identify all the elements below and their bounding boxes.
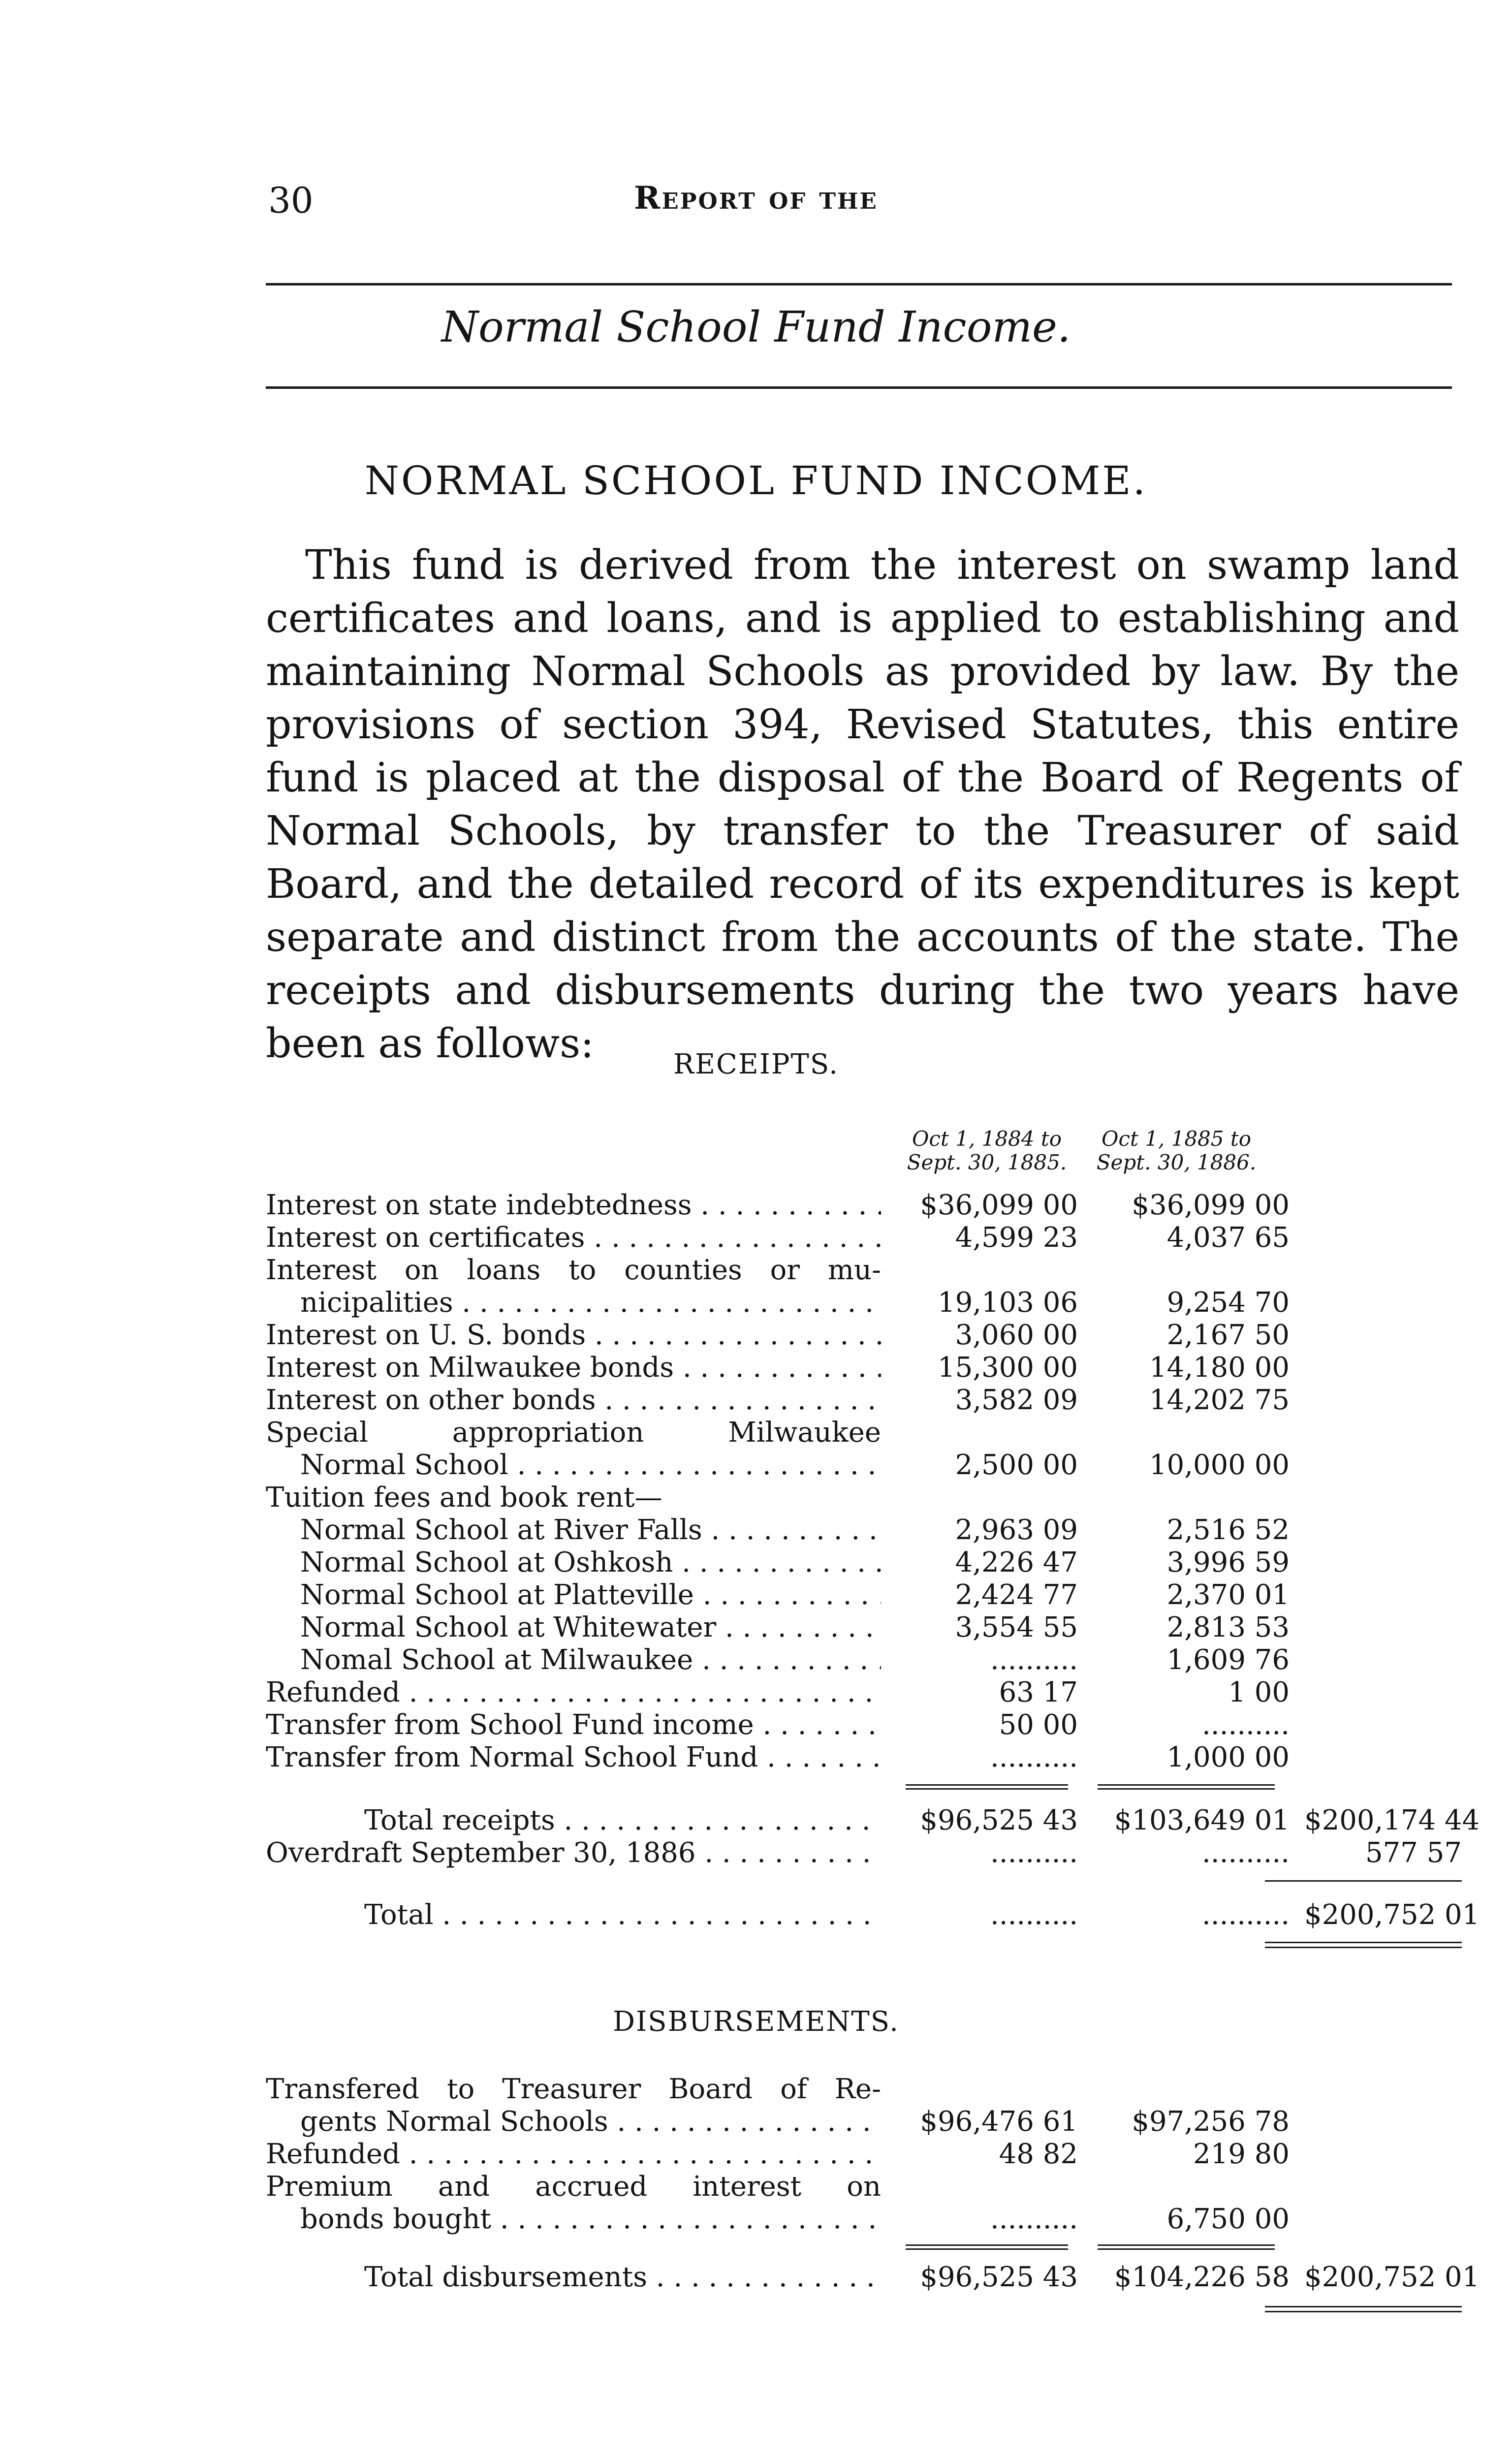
double-rule xyxy=(1265,1947,1462,1948)
disbursements-heading: DISBURSEMENTS. xyxy=(613,2006,899,2038)
value-1884-85: .......... xyxy=(990,1837,1078,1869)
row-label: bonds bought . . . xyxy=(300,2203,881,2236)
table-row xyxy=(266,1417,1467,1449)
value-1885-86: $103,649 01 xyxy=(1114,1804,1290,1836)
value-1885-86: 1,609 76 xyxy=(1166,1644,1290,1676)
value-1884-85: 3,060 00 xyxy=(955,1319,1078,1351)
value-1885-86: 3,996 59 xyxy=(1166,1546,1290,1578)
table-row xyxy=(266,1287,1467,1319)
row-label: Transfer from Normal School Fund . . . xyxy=(266,1741,881,1774)
subheading: Normal School Fund Income. xyxy=(441,303,1071,352)
value-1884-85: 63 17 xyxy=(999,1676,1078,1708)
column-header-line: Oct 1, 1884 to xyxy=(912,1127,1062,1151)
table-row xyxy=(266,1514,1467,1546)
value-1885-86: 9,254 70 xyxy=(1166,1287,1290,1319)
header-rule-bottom xyxy=(266,386,1452,389)
value-1885-86: 4,037 65 xyxy=(1166,1222,1290,1254)
double-rule xyxy=(1265,2306,1462,2307)
column-header-1885-86 xyxy=(1085,1127,1267,1174)
table-row xyxy=(266,1254,1467,1287)
row-label: nicipalities . . . xyxy=(300,1287,881,1319)
value-1884-85: $36,099 00 xyxy=(920,1189,1078,1221)
column-rule xyxy=(906,1784,1068,1786)
value-1885-86: 2,167 50 xyxy=(1166,1319,1290,1351)
value-total: 577 57 xyxy=(1365,1837,1462,1869)
row-label: Interest on other bonds . . . xyxy=(266,1384,881,1417)
double-rule xyxy=(1265,2311,1462,2312)
row-label: Interest on U. S. bonds . . . xyxy=(266,1319,881,1352)
value-1885-86: 1,000 00 xyxy=(1166,1741,1290,1773)
row-label: Normal School at River Falls . . . xyxy=(300,1514,881,1546)
row-label: Interest on loans to counties or mu- xyxy=(266,1254,881,1286)
value-1885-86: 14,180 00 xyxy=(1149,1352,1290,1384)
value-1885-86: 2,370 01 xyxy=(1166,1579,1290,1611)
value-1885-86: 10,000 00 xyxy=(1149,1449,1290,1481)
table-row xyxy=(266,1676,1467,1709)
row-label: Normal School . . . xyxy=(300,1449,881,1482)
value-1884-85: 4,226 47 xyxy=(955,1546,1078,1578)
column-rule xyxy=(1265,1880,1462,1882)
column-header-line: Sept. 30, 1885. xyxy=(907,1150,1067,1174)
value-1884-85: 50 00 xyxy=(999,1709,1078,1741)
row-label: Normal School at Platteville . . . xyxy=(300,1579,881,1611)
table-row xyxy=(266,1482,1467,1514)
value-1885-86: 2,813 53 xyxy=(1166,1611,1290,1643)
column-rule xyxy=(1098,1788,1275,1790)
value-1884-85: 2,424 77 xyxy=(955,1579,1078,1611)
row-label: Overdraft September 30, 1886 . . . xyxy=(266,1837,881,1869)
table-row xyxy=(266,1222,1467,1254)
row-label: Total disbursements . . . xyxy=(364,2261,881,2294)
row-label: gents Normal Schools . . . xyxy=(300,2106,881,2138)
row-label: Total receipts . . . xyxy=(364,1804,881,1837)
grand-total-row xyxy=(266,1899,1480,1931)
value-1885-86: .......... xyxy=(1201,1837,1290,1869)
total-receipts-row xyxy=(266,1804,1480,1837)
row-label: Normal School at Whitewater . . . xyxy=(300,1611,881,1644)
value-1884-85: 15,300 00 xyxy=(937,1352,1078,1384)
table-row xyxy=(266,1546,1467,1579)
value-1885-86: 6,750 00 xyxy=(1166,2203,1290,2235)
overdraft-row xyxy=(266,1837,1467,1869)
value-1885-86: .......... xyxy=(1201,1899,1290,1931)
column-rule xyxy=(906,1788,1068,1790)
running-head: Report of the xyxy=(634,180,878,217)
row-label: Special appropriation Milwaukee xyxy=(266,1417,881,1449)
value-1885-86: $97,256 78 xyxy=(1132,2106,1290,2138)
table-row xyxy=(266,1741,1467,1774)
double-rule xyxy=(1265,1942,1462,1943)
row-label: Interest on Milwaukee bonds . . . xyxy=(266,1352,881,1384)
row-label: Nomal School at Milwaukee . . . xyxy=(300,1644,881,1676)
row-label: Normal School at Oshkosh . . . xyxy=(300,1546,881,1579)
row-label: Refunded . . . xyxy=(266,2138,881,2171)
value-1884-85: 3,582 09 xyxy=(955,1384,1078,1416)
table-row xyxy=(266,2106,1467,2138)
column-rule xyxy=(1098,2244,1275,2246)
column-rule xyxy=(1098,1784,1275,1786)
table-row xyxy=(266,2073,1467,2106)
value-1885-86: $104,226 58 xyxy=(1114,2261,1290,2293)
table-row xyxy=(266,1644,1467,1676)
table-row xyxy=(266,1189,1467,1222)
value-1884-85: .......... xyxy=(990,1644,1078,1676)
value-1885-86: .......... xyxy=(1201,1709,1290,1741)
page-number: 30 xyxy=(268,180,314,221)
value-1885-86: 1 00 xyxy=(1228,1676,1290,1708)
receipts-heading: RECEIPTS. xyxy=(673,1048,839,1080)
column-header-1884-85 xyxy=(896,1127,1078,1174)
value-1884-85: 48 82 xyxy=(999,2138,1078,2170)
value-1884-85: 2,963 09 xyxy=(955,1514,1078,1546)
column-rule xyxy=(1098,2248,1275,2250)
row-label: Transfered to Treasurer Board of Re- xyxy=(266,2073,881,2105)
table-row xyxy=(266,2138,1467,2171)
row-label: Total . . . xyxy=(364,1899,881,1931)
value-1884-85: 2,500 00 xyxy=(955,1449,1078,1481)
value-1885-86: 2,516 52 xyxy=(1166,1514,1290,1546)
section-title: NORMAL SCHOOL FUND INCOME. xyxy=(364,458,1148,504)
value-1884-85: 19,103 06 xyxy=(937,1287,1078,1319)
value-total: $200,174 44 xyxy=(1304,1804,1480,1836)
row-label: Transfer from School Fund income . . . xyxy=(266,1709,881,1741)
table-row xyxy=(266,1611,1467,1644)
row-label: Refunded . . . xyxy=(266,1676,881,1709)
value-total: $200,752 01 xyxy=(1304,2261,1480,2293)
row-label: Premium and accrued interest on xyxy=(266,2171,881,2203)
table-row xyxy=(266,1319,1467,1352)
table-row xyxy=(266,2203,1467,2236)
table-row xyxy=(266,1384,1467,1417)
value-1884-85: $96,525 43 xyxy=(920,2261,1078,2293)
value-1884-85: 3,554 55 xyxy=(955,1611,1078,1643)
total-disbursements-row xyxy=(266,2261,1480,2294)
value-1885-86: $36,099 00 xyxy=(1132,1189,1290,1221)
value-1884-85: .......... xyxy=(990,1899,1078,1931)
column-rule xyxy=(906,2244,1068,2246)
table-row xyxy=(266,1579,1467,1611)
table-row xyxy=(266,1352,1467,1384)
header-rule-top xyxy=(266,283,1452,285)
column-header-line: Oct 1, 1885 to xyxy=(1101,1127,1251,1151)
value-1884-85: $96,476 61 xyxy=(920,2106,1078,2138)
value-1884-85: .......... xyxy=(990,1741,1078,1773)
column-header-line: Sept. 30, 1886. xyxy=(1096,1150,1257,1174)
table-row xyxy=(266,2171,1467,2203)
value-1884-85: 4,599 23 xyxy=(955,1222,1078,1254)
intro-paragraph: This fund is derived from the interest on swamp land certificates and loans, and is applied to establishing and maintaining Normal Schools as provided by law. By the provisions of section 394, Revised Statutes, this entire fund is placed at the disposal of the Board of Regents of Normal Schools, by transfer to the Treasurer of said Board, and the detailed record of its expenditures is kept separate and distinct from the accounts of the state. The receipts and disbursements during the two years have been as follows: xyxy=(266,542,1459,1067)
value-total: $200,752 01 xyxy=(1304,1899,1480,1931)
row-label: Tuition fees and book rent— xyxy=(266,1482,662,1514)
value-1884-85: $96,525 43 xyxy=(920,1804,1078,1836)
value-1885-86: 219 80 xyxy=(1193,2138,1290,2170)
column-rule xyxy=(906,2248,1068,2250)
row-label: Interest on certificates . . . xyxy=(266,1222,881,1254)
row-label: Interest on state indebtedness . . . xyxy=(266,1189,881,1222)
value-1885-86: 14,202 75 xyxy=(1149,1384,1290,1416)
value-1884-85: .......... xyxy=(990,2203,1078,2235)
table-row xyxy=(266,1709,1467,1741)
table-row xyxy=(266,1449,1467,1482)
